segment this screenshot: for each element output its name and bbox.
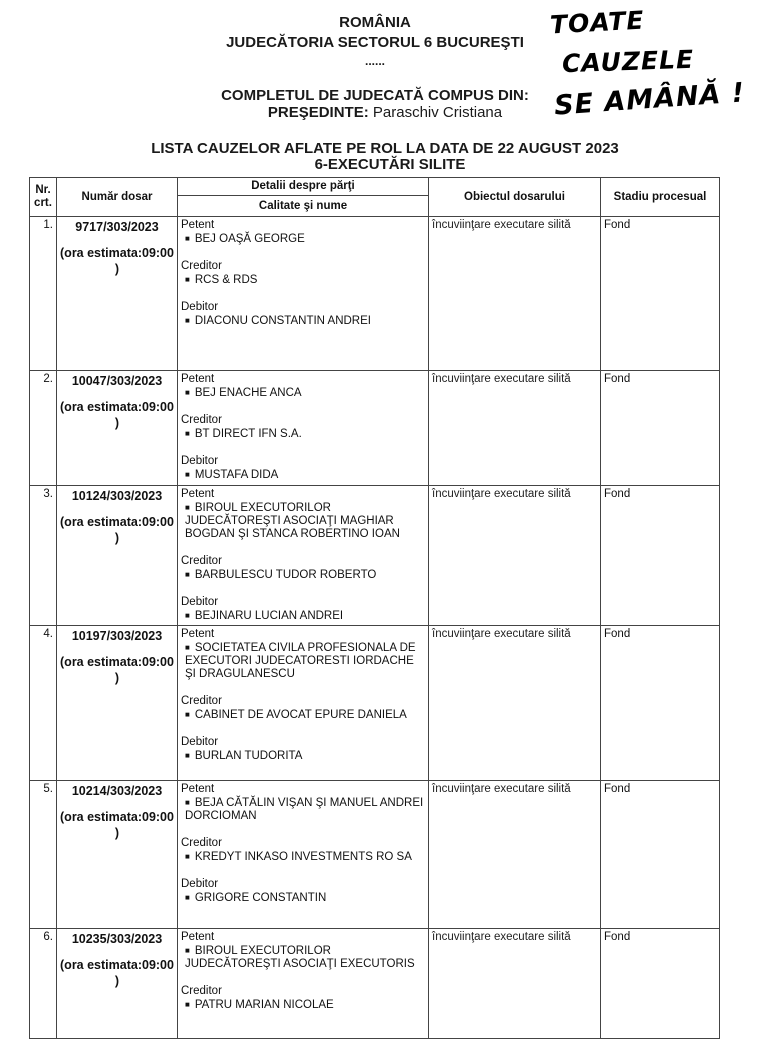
party-name: KREDYT INKASO INVESTMENTS RO SA xyxy=(194,851,412,863)
party-group xyxy=(181,931,425,971)
party-group xyxy=(181,783,425,823)
party-group xyxy=(181,695,425,722)
party-role: Debitor xyxy=(181,878,219,890)
col-header-obiect: Obiectul dosarului xyxy=(429,178,601,217)
party-name: BEJA CĂTĂLIN VIŞAN ŞI MANUEL ANDREI DORCIOMAN xyxy=(185,797,424,822)
party-role: Creditor xyxy=(181,695,222,707)
row-number: 6. xyxy=(30,929,57,1039)
bullet-icon: ■ xyxy=(185,388,190,397)
party-name: BARBULESCU TUDOR ROBERTO xyxy=(194,569,377,581)
party-group xyxy=(181,878,425,905)
party-entry xyxy=(181,568,425,582)
case-number-cell xyxy=(57,371,178,486)
row-number: 3. xyxy=(30,486,57,626)
party-entry xyxy=(181,386,425,400)
procedural-stage: Fond xyxy=(601,371,720,486)
party-entry xyxy=(181,796,425,823)
table-row xyxy=(30,371,720,486)
party-entry xyxy=(181,468,425,482)
case-object: încuviinţare executare silită xyxy=(429,217,601,371)
handwritten-note-line1: TOATE xyxy=(549,5,646,40)
case-object: încuviinţare executare silită xyxy=(429,626,601,781)
president-line xyxy=(250,104,520,121)
party-role: Creditor xyxy=(181,414,222,426)
case-number: 9717/303/2023 xyxy=(75,220,159,234)
country-heading: ROMÂNIA xyxy=(339,14,411,31)
estimated-time: (ora estimata:09:00 ) xyxy=(60,958,174,988)
party-group xyxy=(181,555,425,582)
party-role: Debitor xyxy=(181,596,219,608)
party-role: Debitor xyxy=(181,736,219,748)
parties-cell xyxy=(178,486,429,626)
party-name: CABINET DE AVOCAT EPURE DANIELA xyxy=(194,709,407,721)
party-name: BEJINARU LUCIAN ANDREI xyxy=(194,610,344,622)
bullet-icon: ■ xyxy=(185,570,190,579)
heading-dots: ...... xyxy=(364,54,385,68)
party-entry xyxy=(181,609,425,623)
table-row xyxy=(30,486,720,626)
case-object: încuviinţare executare silită xyxy=(429,486,601,626)
row-number: 5. xyxy=(30,781,57,929)
procedural-stage: Fond xyxy=(601,486,720,626)
party-group xyxy=(181,414,425,441)
party-name: BIROUL EXECUTORILOR JUDECĂTOREŞTI ASOCIAŢI MAGHIAR BOGDAN ŞI STANCA ROBERTINO IOAN xyxy=(185,502,400,540)
bullet-icon: ■ xyxy=(185,470,190,479)
party-entry xyxy=(181,998,425,1012)
parties-cell xyxy=(178,371,429,486)
case-number: 10047/303/2023 xyxy=(71,374,163,388)
party-role: Petent xyxy=(181,931,215,943)
party-group xyxy=(181,736,425,763)
bullet-icon: ■ xyxy=(185,946,190,955)
row-number: 1. xyxy=(30,217,57,371)
party-group xyxy=(181,837,425,864)
party-role: Debitor xyxy=(181,301,219,313)
party-name: BT DIRECT IFN S.A. xyxy=(194,428,302,440)
party-name: BEJ ENACHE ANCA xyxy=(194,387,302,399)
cases-table xyxy=(29,177,720,1039)
bullet-icon: ■ xyxy=(185,234,190,243)
party-entry xyxy=(181,891,425,905)
bullet-icon: ■ xyxy=(185,751,190,760)
party-role: Petent xyxy=(181,628,215,640)
table-row xyxy=(30,626,720,781)
estimated-time: (ora estimata:09:00 ) xyxy=(60,246,174,276)
case-number-cell xyxy=(57,626,178,781)
party-role: Petent xyxy=(181,488,215,500)
court-heading: JUDECĂTORIA SECTORUL 6 BUCUREŞTI xyxy=(226,34,524,51)
col-header-stadiu: Stadiu procesual xyxy=(601,178,720,217)
handwritten-note-line2: CAUZELE xyxy=(561,44,695,79)
col-header-detalii: Detalii despre părţi xyxy=(178,178,429,196)
estimated-time: (ora estimata:09:00 ) xyxy=(60,400,174,430)
party-role: Creditor xyxy=(181,985,222,997)
bullet-icon: ■ xyxy=(185,893,190,902)
estimated-time: (ora estimata:09:00 ) xyxy=(60,655,174,685)
party-entry xyxy=(181,273,425,287)
party-entry xyxy=(181,314,425,328)
case-number-cell xyxy=(57,217,178,371)
panel-heading: COMPLETUL DE JUDECATĂ COMPUS DIN: xyxy=(221,87,529,104)
party-entry xyxy=(181,641,425,681)
bullet-icon: ■ xyxy=(185,503,190,512)
party-group xyxy=(181,301,425,328)
procedural-stage: Fond xyxy=(601,929,720,1039)
case-number-cell xyxy=(57,486,178,626)
case-object: încuviinţare executare silită xyxy=(429,371,601,486)
table-row xyxy=(30,217,720,371)
case-object: încuviinţare executare silită xyxy=(429,929,601,1039)
col-header-nr: Nr. crt. xyxy=(30,178,57,217)
parties-cell xyxy=(178,626,429,781)
party-group xyxy=(181,628,425,681)
party-name: BEJ OAŞĂ GEORGE xyxy=(194,233,305,245)
case-number: 10214/303/2023 xyxy=(71,784,163,798)
party-group xyxy=(181,373,425,400)
estimated-time: (ora estimata:09:00 ) xyxy=(60,515,174,545)
party-role: Petent xyxy=(181,783,215,795)
procedural-stage: Fond xyxy=(601,626,720,781)
party-role: Creditor xyxy=(181,837,222,849)
party-name: SOCIETATEA CIVILA PROFESIONALA DE EXECUTORI JUDECATORESTI IORDACHE ŞI DRAGULANESCU xyxy=(185,642,416,680)
party-entry xyxy=(181,501,425,541)
handwritten-note-line3: SE AMÂNĂ ! xyxy=(553,77,747,122)
col-header-dosar: Număr dosar xyxy=(57,178,178,217)
party-name: DIACONU CONSTANTIN ANDREI xyxy=(194,315,371,327)
party-entry xyxy=(181,232,425,246)
bullet-icon: ■ xyxy=(185,798,190,807)
party-role: Petent xyxy=(181,219,215,231)
party-entry xyxy=(181,427,425,441)
case-number: 10124/303/2023 xyxy=(71,489,163,503)
party-role: Creditor xyxy=(181,555,222,567)
section-title: 6-EXECUTĂRI SILITE xyxy=(314,156,466,173)
case-number: 10197/303/2023 xyxy=(71,629,163,643)
table-row xyxy=(30,929,720,1039)
party-group xyxy=(181,488,425,541)
party-entry xyxy=(181,850,425,864)
bullet-icon: ■ xyxy=(185,852,190,861)
bullet-icon: ■ xyxy=(185,643,190,652)
bullet-icon: ■ xyxy=(185,275,190,284)
bullet-icon: ■ xyxy=(185,316,190,325)
parties-cell xyxy=(178,217,429,371)
list-title: LISTA CAUZELOR AFLATE PE ROL LA DATA DE 22 AUGUST 2023 xyxy=(151,140,619,157)
party-name: BURLAN TUDORITA xyxy=(194,750,303,762)
table-row xyxy=(30,781,720,929)
case-number-cell xyxy=(57,929,178,1039)
president-label: PREŞEDINTE: xyxy=(267,104,369,121)
president-name: Paraschiv Cristiana xyxy=(372,104,503,121)
procedural-stage: Fond xyxy=(601,217,720,371)
case-object: încuviinţare executare silită xyxy=(429,781,601,929)
bullet-icon: ■ xyxy=(185,1000,190,1009)
col-header-calitate: Calitate şi nume xyxy=(178,196,429,217)
party-name: PATRU MARIAN NICOLAE xyxy=(194,999,334,1011)
party-name: BIROUL EXECUTORILOR JUDECĂTOREŞTI ASOCIAŢI EXECUTORIS xyxy=(185,945,415,970)
party-entry xyxy=(181,708,425,722)
case-number-cell xyxy=(57,781,178,929)
party-group xyxy=(181,260,425,287)
parties-cell xyxy=(178,929,429,1039)
party-name: MUSTAFA DIDA xyxy=(194,469,279,481)
party-group xyxy=(181,455,425,482)
bullet-icon: ■ xyxy=(185,611,190,620)
party-role: Creditor xyxy=(181,260,222,272)
table-body xyxy=(30,217,720,1039)
party-role: Debitor xyxy=(181,455,219,467)
party-role: Petent xyxy=(181,373,215,385)
party-entry xyxy=(181,749,425,763)
procedural-stage: Fond xyxy=(601,781,720,929)
party-group xyxy=(181,219,425,246)
party-group xyxy=(181,985,425,1012)
row-number: 4. xyxy=(30,626,57,781)
case-number: 10235/303/2023 xyxy=(71,932,163,946)
bullet-icon: ■ xyxy=(185,429,190,438)
party-group xyxy=(181,596,425,623)
party-name: GRIGORE CONSTANTIN xyxy=(194,892,327,904)
party-name: RCS & RDS xyxy=(194,274,258,286)
party-entry xyxy=(181,944,425,971)
parties-cell xyxy=(178,781,429,929)
bullet-icon: ■ xyxy=(185,710,190,719)
row-number: 2. xyxy=(30,371,57,486)
estimated-time: (ora estimata:09:00 ) xyxy=(60,810,174,840)
